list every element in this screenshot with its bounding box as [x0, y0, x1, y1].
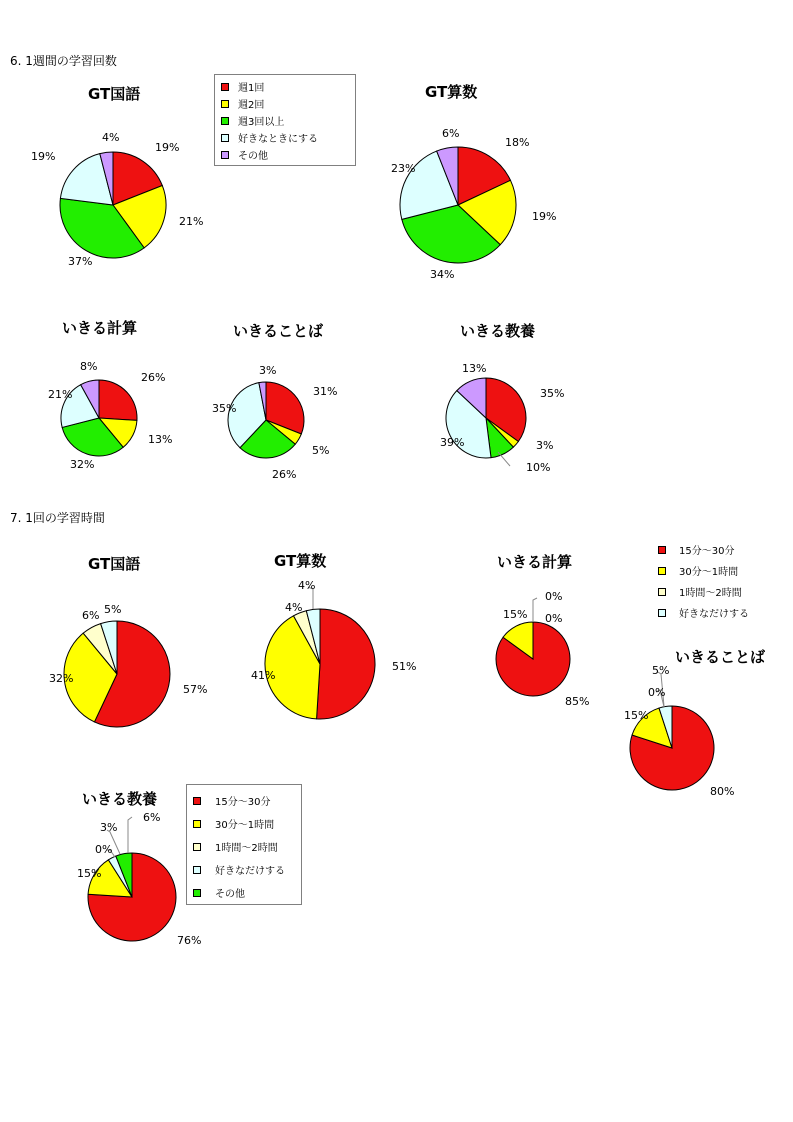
- pie-label: 21%: [179, 215, 204, 228]
- pie-label: 32%: [49, 672, 74, 685]
- pie-chart: [48, 360, 172, 471]
- leader-line: [533, 598, 537, 622]
- pie-label: 15%: [624, 709, 649, 722]
- pie-label: 51%: [392, 660, 417, 673]
- chart-title: GT算数: [274, 552, 327, 570]
- pie-label: 15%: [77, 867, 102, 880]
- pie-label: 8%: [80, 360, 98, 373]
- pie-chart: [391, 127, 556, 281]
- chart-title: いきることば: [233, 322, 324, 340]
- pie-label: 13%: [462, 362, 487, 375]
- legend-label: 1時間～2時間: [215, 843, 278, 854]
- pie-label: 3%: [100, 821, 118, 834]
- pie-label: 6%: [143, 811, 161, 824]
- pie-label: 10%: [526, 461, 551, 474]
- chart-title: GT国語: [88, 85, 141, 103]
- pie-label: 41%: [251, 669, 276, 682]
- pie-label: 26%: [272, 468, 297, 481]
- legend-label: その他: [215, 889, 245, 900]
- pie-chart: [624, 664, 734, 798]
- legend-label: 1時間～2時間: [679, 588, 742, 599]
- pie-label: 4%: [102, 131, 120, 144]
- pie-label: 6%: [442, 127, 460, 140]
- pie-label: 5%: [312, 444, 330, 457]
- pie-label: 23%: [391, 162, 416, 175]
- pie-label: 26%: [141, 371, 166, 384]
- pie-label: 0%: [545, 612, 563, 625]
- pie-chart: [440, 362, 564, 474]
- chart-title: GT算数: [425, 83, 478, 101]
- legend-label: 週2回: [238, 100, 265, 111]
- legend-label: 好きなだけする: [215, 866, 285, 877]
- pie-label: 18%: [505, 136, 530, 149]
- pie-slice: [317, 609, 375, 719]
- chart-title: いきる教養: [82, 790, 158, 808]
- pie-label: 57%: [183, 683, 208, 696]
- pie-label: 0%: [545, 590, 563, 603]
- pie-label: 19%: [31, 150, 56, 163]
- pie-label: 19%: [155, 141, 180, 154]
- pie-label: 39%: [440, 436, 465, 449]
- legend-label: 30分～1時間: [215, 820, 275, 831]
- pie-chart: [77, 811, 201, 947]
- chart-title: いきる計算: [62, 319, 138, 337]
- pie-chart: [251, 579, 416, 719]
- pie-label: 5%: [104, 603, 122, 616]
- pie-label: 85%: [565, 695, 590, 708]
- pie-label: 0%: [95, 843, 113, 856]
- pie-label: 15%: [503, 608, 528, 621]
- chart-title: GT国語: [88, 555, 141, 573]
- pie-label: 4%: [298, 579, 316, 592]
- pie-label: 4%: [285, 601, 303, 614]
- pie-label: 6%: [82, 609, 100, 622]
- pie-label: 80%: [710, 785, 735, 798]
- pie-label: 13%: [148, 433, 173, 446]
- chart-title: いきることば: [675, 648, 766, 666]
- pie-label: 31%: [313, 385, 338, 398]
- legend-label: 15分～30分: [215, 797, 271, 808]
- pie-label: 3%: [536, 439, 554, 452]
- pie-chart: [49, 603, 207, 727]
- pie-label: 35%: [212, 402, 237, 415]
- pie-label: 32%: [70, 458, 95, 471]
- pie-label: 0%: [648, 686, 666, 699]
- pie-chart: [212, 364, 337, 481]
- legend-label: 30分～1時間: [679, 567, 739, 578]
- leader-line: [128, 817, 132, 853]
- legend-label: 15分～30分: [679, 546, 735, 557]
- pie-label: 3%: [259, 364, 277, 377]
- chart-title: いきる教養: [460, 322, 536, 340]
- chart-title: いきる計算: [497, 553, 573, 571]
- pie-slice: [99, 380, 137, 420]
- pie-label: 35%: [540, 387, 565, 400]
- legend-label: 好きなときにする: [238, 134, 318, 145]
- legend-label: 週3回以上: [238, 117, 285, 128]
- pie-label: 21%: [48, 388, 73, 401]
- legend-label: その他: [238, 151, 268, 162]
- legend-label: 好きなだけする: [679, 609, 749, 620]
- pie-chart: [31, 131, 203, 268]
- section-heading-duration: 7. 1回の学習時間: [10, 511, 105, 525]
- pie-label: 37%: [68, 255, 93, 268]
- pie-label: 19%: [532, 210, 557, 223]
- pie-label: 76%: [177, 934, 202, 947]
- pie-label: 5%: [652, 664, 670, 677]
- pie-label: 34%: [430, 268, 455, 281]
- legend-label: 週1回: [238, 83, 265, 94]
- section-heading-weekly: 6. 1週間の学習回数: [10, 54, 117, 68]
- pie-chart: [496, 590, 589, 708]
